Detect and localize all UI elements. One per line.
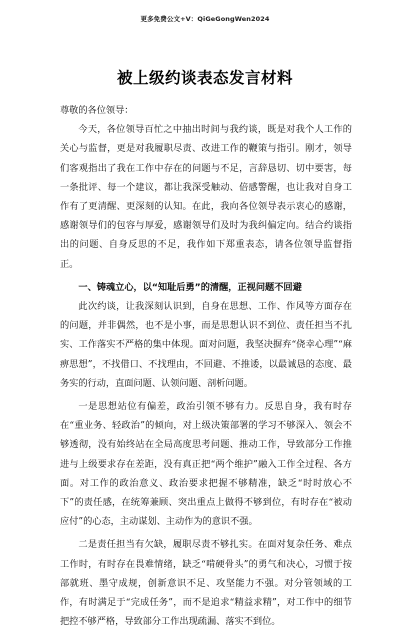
point-two-paragraph: 二是责任担当有欠缺，履职尽责不够扎实。在面对复杂任务、难点工作时，有时存在畏难情绪，缺乏“啃硬骨头”的勇气和决心，习惯于按部就班、墨守成规，创新意识不足、攻坚能力不强。对分管领域的工作，有时满足于“完成任务”，而不是追求“精益求精”，对工作中的细节把控不够严格，导致部分工作出现疏漏、落实不到位。 bbox=[60, 539, 352, 628]
document-body bbox=[60, 101, 352, 631]
salutation: 尊敬的各位领导： bbox=[60, 105, 134, 116]
section-heading-one: 一、铸魂立心，以“知耻后勇”的清醒，正视问题不回避 bbox=[78, 281, 302, 293]
header-note: 更多免费公文+V：QiGeGongWen2024 bbox=[140, 15, 270, 23]
intro-paragraph: 今天，各位领导百忙之中抽出时间与我约谈，既是对我个人工作的关心与监督，更是对我履职尽责、改进工作的鞭策与指引。刚才，领导们客观指出了我在工作中存在的问题与不足，言辞恳切、切中要害，每一条批评、每一个建议，都让我深受触动、倍感警醒，也让我对自身工作有了更清醒、更深刻的认知。在此，我向各位领导表示衷心的感谢，感谢领导们的包容与厚爱，感谢领导们及时为我纠偏定向。结合约谈指出的问题、自身反思的不足，我作如下郑重表态，请各位领导监督指正。 bbox=[60, 124, 352, 270]
document-title: 被上级约谈表态发言材料 bbox=[116, 69, 293, 87]
point-one-paragraph: 一是思想站位有偏差，政治引领不够有力。反思自身，我有时存在“重业务、轻政治”的倾向，对上级决策部署的学习不够深入、领会不够透彻，没有始终站在全局高度思考问题、推动工作，导致部分工作推进与上级要求存在差距，没有真正把“两个维护”融入工作全过程、各方面。对工作的政治意义、政治要求把握不够精准，缺乏“时时放心不下”的责任感，在统筹兼顾、突出重点上做得不够到位，有时存在“被动应付”的心态，主动谋划、主动作为的意识不强。 bbox=[60, 401, 352, 528]
section-paragraph: 此次约谈，让我深刻认识到，自身在思想、工作、作风等方面存在的问题，并非偶然，也不是小事，而是思想认识不到位、责任担当不扎实、工作落实不严格的集中体现。面对问题，我坚决摒弃“侥幸心理”“麻痹思想”，不找借口、不找理由，不回避、不推诿，以最诚恳的态度、最务实的行动，直面问题、认领问题、剖析问题。 bbox=[60, 301, 352, 389]
